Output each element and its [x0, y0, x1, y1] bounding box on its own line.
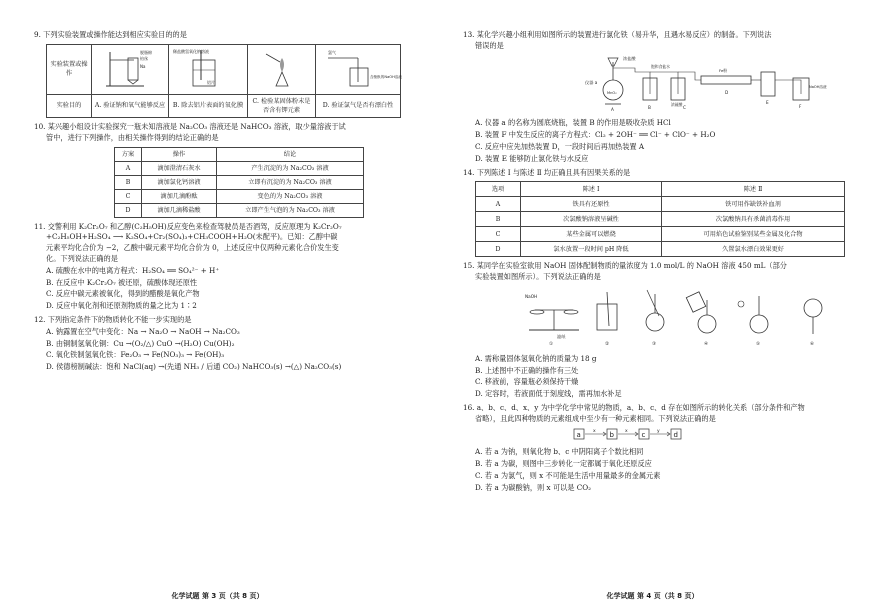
q9-fig-label-platinum: 铂丝	[140, 55, 148, 61]
question-10-stem-line1: 10. 某兴趣小组设计实验探究一瓶未知溶液是 Na₂CO₃ 溶液还是 NaHCO₃ 溶液，取少量溶液于试	[34, 122, 346, 132]
q16-reagent-x1: x	[593, 428, 596, 434]
q14-cell: 次氯酸钠具有杀菌消毒作用	[662, 212, 845, 227]
question-15-option-a: A. 需称量固体氢氧化钠的质量为 18 g	[475, 353, 597, 363]
q10-cell: 立即产生气泡的为 Na₂CO₃ 溶液	[216, 203, 363, 217]
question-16-option-a: A. 若 a 为钠，则氧化物 b、c 中阴阳离子个数比相同	[475, 447, 644, 457]
question-13-stem-line1: 13. 某化学兴趣小组利用如图所示的装置进行氯化铁（易升华，且遇水易反应）的制备。下列说法	[463, 30, 772, 39]
question-10-table	[114, 147, 364, 218]
q14-cell: 氯水放置一段时间 pH 降低	[521, 242, 662, 257]
table-row	[476, 197, 845, 212]
q13-label-B: B	[648, 104, 651, 110]
q9-fig-label-al: 铝片	[207, 79, 215, 85]
q9-figure-a	[92, 44, 169, 94]
q9-figure-c-drawing	[252, 46, 312, 90]
q14-header-option: 选项	[476, 182, 521, 197]
q9-purpose-d: D. 验证氯气是否有漂白性	[316, 95, 401, 118]
q15-label-naoh: NaOH	[525, 293, 538, 299]
q14-header-statement2: 陈述 Ⅱ	[662, 182, 845, 197]
q10-cell: 滴加澄清石灰水	[141, 161, 216, 175]
question-13-option-a: A. 仪器 a 的名称为圆底烧瓶，装置 B 的作用是吸收杂质 HCl	[475, 118, 671, 128]
question-13-option-b: B. 装置 F 中发生反应的离子方程式：Cl₂ + 2OH⁻ ══ Cl⁻ + ClO⁻ + H₂O	[475, 130, 716, 140]
question-12-option-b: B. 由铜制氢氧化铜：Cu →(O₂/△) CuO →(H₂O) Cu(OH)₂	[46, 338, 235, 348]
table-row	[476, 212, 845, 227]
question-12-stem: 12. 下列指定条件下的物质转化不能一步实现的是	[34, 315, 192, 325]
table-row	[115, 189, 364, 203]
q9-fig-label-cotton: 脱脂棉	[140, 49, 152, 55]
q15-step-3: ③	[652, 341, 657, 347]
q9-fig-label-naoh: 含酚酞的NaOH溶液	[370, 74, 402, 79]
q16-node-d: d	[673, 430, 678, 439]
question-16-option-b: B. 若 a 为碳，则图中三步转化一定都属于氧化还原反应	[475, 459, 652, 469]
q14-cell: B	[476, 212, 521, 227]
table-row	[476, 227, 845, 242]
q13-label-C: C	[683, 104, 686, 110]
question-16-chain-diagram	[573, 427, 683, 441]
q9-figure-b	[169, 44, 248, 94]
q13-label-fe: Fe粉	[719, 67, 728, 73]
q9-figure-d	[316, 44, 401, 94]
question-16	[463, 403, 852, 494]
q15-step-4: ④	[704, 341, 709, 347]
q9-fig-label-acid: 稀盐酸氢氧化钠溶液	[173, 48, 209, 54]
question-15	[463, 261, 852, 400]
q10-cell: C	[115, 189, 142, 203]
question-11-option-a: A. 硫酸在水中的电离方程式：H₂SO₄ ══ SO₄²⁻ + H⁺	[46, 265, 220, 275]
q9-fig-label-cl2: 氯气	[328, 49, 336, 55]
q10-cell: 滴加氯化钙溶液	[141, 175, 216, 189]
question-9-table	[46, 44, 401, 118]
q15-label-filter-paper: 滤纸	[557, 333, 566, 339]
question-12-option-a: A. 钠露置在空气中变化：Na → Na₂O → NaOH → Na₂CO₃	[46, 326, 240, 336]
question-14	[463, 168, 852, 258]
q16-reagent-x2: x	[625, 428, 628, 434]
page-footer-left: 化学试题 第 3 页（共 8 页）	[171, 591, 264, 600]
q15-step-5: ⑤	[756, 341, 761, 347]
question-15-option-c: C. 移液前，容量瓶必须保持干燥	[475, 377, 579, 387]
q13-label-E: E	[766, 99, 769, 105]
q9-row2-label: 实验目的	[47, 95, 92, 118]
question-16-option-d: D. 若 a 为碳酸钠，则 x 可以是 CO₂	[475, 482, 591, 492]
q16-node-a: a	[576, 430, 581, 439]
q10-cell: 产生沉淀的为 Na₂CO₃ 溶液	[216, 161, 363, 175]
question-12-option-d: D. 侯德榜制碱法：饱和 NaCl(aq) →(先通 NH₃ / 后通 CO₂) NaHCO₃(s) →(△) Na₂CO₃(s)	[46, 362, 342, 372]
question-11-line4: 化。下列说法正确的是	[46, 254, 118, 264]
question-13-apparatus-figure	[583, 54, 833, 112]
q14-header-statement1: 陈述 Ⅰ	[521, 182, 662, 197]
question-14-stem: 14. 下列陈述 Ⅰ 与陈述 Ⅱ 均正确且具有因果关系的是	[463, 167, 631, 177]
q9-purpose-c: C. 检验某固体粉末是否含有钾元素	[248, 95, 316, 118]
q14-cell: 可用焰色试验鉴别某些金属及化合物	[662, 227, 845, 242]
question-14-table	[475, 181, 845, 257]
q14-cell: D	[476, 242, 521, 257]
q14-cell: 铁可用作缺铁补血剂	[662, 197, 845, 212]
question-15-line2: 实验装置如图所示）。下列说法正确的是	[475, 272, 601, 282]
q15-step-2: ②	[605, 341, 610, 347]
q10-cell: 滴加几滴稀盐酸	[141, 203, 216, 217]
q10-header-conclusion: 结论	[216, 147, 363, 161]
q10-cell: D	[115, 203, 142, 217]
question-12-option-c: C. 氧化铁制氢氧化铁：Fe₂O₃ → Fe(NO₃)₃ → Fe(OH)₃	[46, 350, 225, 360]
q16-node-b: b	[609, 430, 614, 439]
q14-cell: 久置氯水漂白效果更好	[662, 242, 845, 257]
q13-label-brine: 饱和食盐水	[651, 63, 670, 69]
q14-cell: 铁具有还原性	[521, 197, 662, 212]
q14-cell: C	[476, 227, 521, 242]
question-11-line1: 11. 交警利用 K₂Cr₂O₇ 和乙醇(C₂H₅OH)反应变色来检查驾驶员是否酒驾，反应原理为 K₂Cr₂O₇	[34, 221, 342, 231]
q13-label-hcl: 浓盐酸	[623, 55, 636, 61]
question-11-line2: +C₂H₅OH+H₂SO₄ ⟶ K₂SO₄+Cr₂(SO₄)₃+CH₃COOH+H₂O(未配平)。已知：乙醇中碳	[46, 232, 338, 242]
question-10-stem-line2: 管中，进行下列操作，由相关操作得到的结论正确的是	[46, 132, 219, 142]
q13-label-F: F	[799, 103, 802, 109]
q13-label-D: D	[725, 89, 729, 95]
q13-label-A: A	[611, 106, 614, 112]
q15-step-6: ⑥	[810, 341, 815, 347]
q16-node-c: c	[641, 430, 646, 439]
q13-label-naoh: NaOH溶液	[809, 84, 827, 89]
q10-cell: A	[115, 161, 142, 175]
q9-figure-c	[248, 44, 316, 94]
question-15-option-d: D. 定容时，若液面低于刻度线，需再加水补足	[475, 389, 622, 399]
question-9	[34, 30, 421, 118]
q9-figure-b-drawing	[171, 46, 245, 90]
question-13-option-c: C. 反应中应先加热装置 D，一段时间后再加热装置 A	[475, 141, 645, 151]
q14-cell: A	[476, 197, 521, 212]
q14-cell: 次氯酸钠溶液呈碱性	[521, 212, 662, 227]
question-15-line1: 15. 某同学在实验室欲用 NaOH 固体配制物质的量浓度为 1.0 mol/L 的 NaOH 溶液 450 mL（部分	[463, 261, 787, 271]
question-13	[463, 30, 852, 165]
q10-cell: 滴加几滴酚酞	[141, 189, 216, 203]
q16-reagent-y: y	[657, 428, 660, 434]
question-11-line3: 元素平均化合价为 −2，乙酸中碳元素平均化合价为 0，上述反应中仅两种元素化合价发生变	[46, 243, 339, 253]
q9-fig-label-na: Na	[140, 63, 146, 69]
q10-cell: 变色的为 Na₂CO₃ 溶液	[216, 189, 363, 203]
table-row	[115, 175, 364, 189]
page-footer-right: 化学试题 第 4 页（共 8 页）	[606, 591, 699, 600]
q9-purpose-a: A. 验证钠和氧气能够反应	[92, 95, 169, 118]
question-11-option-d: D. 反应中氧化剂和还原剂物质的量之比为 1∶2	[46, 301, 197, 311]
q13-label-instrument-a: 仪器 a	[585, 79, 598, 85]
question-16-line2: 省略），且此四种物质的元素组成中至少有一种元素相同。下列说法正确的是	[475, 413, 716, 423]
question-11-option-b: B. 在反应中 K₂Cr₂O₇ 被还原，硫酸体现还原性	[46, 277, 198, 287]
question-15-option-b: B. 上述图中不正确的操作有三处	[475, 365, 579, 375]
table-row	[115, 203, 364, 217]
question-13-option-d: D. 装置 E 能够防止氯化铁与水反应	[475, 153, 589, 163]
q15-step-1: ①	[549, 341, 554, 347]
question-10	[34, 122, 421, 218]
q14-cell: 某些金属可以燃烧	[521, 227, 662, 242]
q9-purpose-b: B. 除去铝片表面的氧化膜	[169, 95, 248, 118]
q13-label-h2so4: 浓硫酸	[671, 101, 683, 107]
q9-row1-label: 实验装置或操作	[47, 44, 92, 94]
table-row	[476, 242, 845, 257]
q10-cell: B	[115, 175, 142, 189]
question-11	[34, 222, 421, 312]
question-12	[34, 315, 421, 373]
q10-cell: 立即有沉淀的为 Na₂CO₃ 溶液	[216, 175, 363, 189]
q9-figure-d-drawing	[318, 46, 402, 90]
right-page	[435, 0, 870, 615]
q13-label-mno2: MnO₂	[607, 90, 617, 95]
q10-header-operation: 操作	[141, 147, 216, 161]
table-row	[115, 161, 364, 175]
question-16-line1: 16. a、b、c、d、x、y 为中学化学中常见的物质，a、b、c、d 存在如图所示的转化关系（部分条件和产物	[463, 402, 805, 412]
question-9-stem: 9. 下列实验装置或操作能达到相应实验目的的是	[34, 30, 187, 39]
question-13-stem-line2: 错误的是	[475, 40, 504, 50]
question-16-option-c: C. 若 a 为氯气，则 x 不可能是生活中用量最多的金属元素	[475, 470, 661, 480]
q10-header-plan: 方案	[115, 147, 142, 161]
question-11-option-c: C. 反应中碳元素被氧化，得到的醋酸是氧化产物	[46, 289, 200, 299]
question-15-procedure-figure	[523, 286, 843, 346]
q9-figure-a-drawing	[94, 46, 166, 90]
